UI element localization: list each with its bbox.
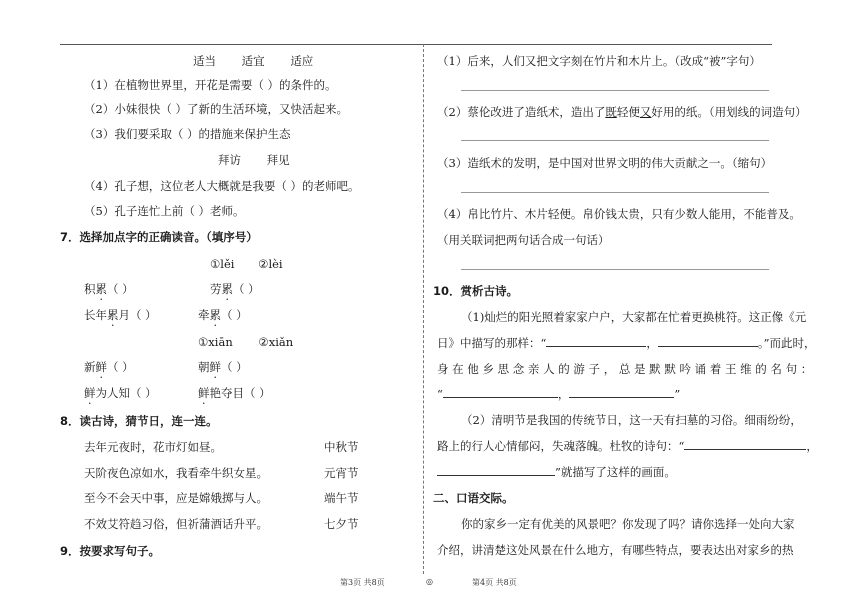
lei-item: 劳累（ ） — [210, 282, 260, 296]
answer-line — [461, 192, 769, 193]
answer-line — [461, 269, 769, 270]
poem-line: 不效艾符趋习俗，但祈蒲酒话升平。 — [84, 517, 268, 531]
lei-item: 积累（ ） — [84, 282, 134, 296]
festival-option: 元宵节 — [324, 466, 359, 480]
page-number-right: 第4页 共8页 — [472, 578, 517, 587]
festival-option: 七夕节 — [324, 517, 359, 531]
word-group-2: 拜访 拜见 — [218, 153, 290, 167]
sentence-4-instruction: （用关联词把两句话合成一句话） — [437, 233, 610, 247]
answer-line — [461, 140, 769, 141]
fill-question-3: （3）我们要采取（ ）的措施来保护生态 — [84, 127, 291, 141]
pinyin-lei-options: ①lěi ②lèi — [210, 257, 283, 271]
oral-prompt-2: 介绍，讲清楚这处风景在什么地方，有哪些特点，要表达出对家乡的热 — [437, 543, 794, 557]
sentence-3: （3）造纸术的发明，是中国对世界文明的伟大贡献之一。（缩句） — [437, 156, 773, 170]
poem-appreciation-2a: （2）清明节是我国的传统节日，这一天有扫墓的习俗。细雨纷纷， — [461, 413, 802, 427]
lei-item: 牵累（ ） — [198, 308, 248, 322]
fill-question-5: （5）孔子连忙上前（ ）老师。 — [84, 204, 245, 218]
poem-appreciation-2b: 路上的行人心情郁闷，失魂落魄。杜牧的诗句：“ ， — [437, 439, 818, 453]
festival-option: 中秋节 — [324, 440, 359, 454]
poem-appreciation-1a: （1)灿烂的阳光照着家家户户，大家都在忙着更换桃符。这正像《元 — [461, 310, 807, 324]
fill-question-2: （2）小妹很快（ ）了新的生活环境，又快活起来。 — [84, 102, 348, 116]
section-2-title: 二、口语交际。 — [433, 491, 514, 505]
sentence-4: （4）帛比竹片、木片轻便。帛价钱太贵，只有少数人能用，不能普及。 — [437, 207, 801, 221]
section-10-title: 10．赏析古诗。 — [433, 284, 519, 298]
xian-item: 鲜艳夺目（ ） — [198, 386, 271, 400]
lei-item: 长年累月（ ） — [84, 308, 157, 322]
answer-line — [461, 90, 769, 91]
poem-line: 天阶夜色凉如水，我看牵牛织女星。 — [84, 466, 268, 480]
fill-question-4: （4）孔子想，这位老人大概就是我要（ ）的老师吧。 — [84, 179, 360, 193]
festival-option: 端午节 — [324, 491, 359, 505]
xian-item: 新鲜（ ） — [84, 360, 134, 374]
oral-prompt-1: 你的家乡一定有优美的风景吧？你发现了吗？请你选择一处向大家 — [461, 517, 795, 531]
page-number-left: 第3页 共8页 — [340, 578, 385, 587]
poem-line: 去年元夜时，花市灯如昼。 — [84, 440, 222, 454]
section-9-title: 9．按要求写句子。 — [60, 544, 161, 558]
section-7-title: 7．选择加点字的正确读音。（填序号） — [60, 230, 258, 244]
fill-question-1: （1）在植物世界里，开花是需要（ ）的条件的。 — [84, 78, 337, 92]
poem-line: 至今不会天中事，应是嫦娥掷与人。 — [84, 491, 268, 505]
sentence-2: （2）蔡伦改进了造纸术，造出了既轻便又好用的纸。（用划线的词造句） — [437, 105, 807, 119]
column-divider — [423, 44, 424, 574]
sentence-1: （1）后来，人们又把文字刻在竹片和木片上。（改成“被”字句） — [437, 54, 761, 68]
xian-item: 朝鲜（ ） — [198, 360, 248, 374]
poem-appreciation-1d: “ ， ” — [437, 387, 681, 401]
section-8-title: 8．读古诗，猜节日，连一连。 — [60, 414, 218, 428]
poem-appreciation-2c: ”就描写了这样的画面。 — [437, 464, 676, 480]
header-rule — [60, 44, 772, 45]
xian-item: 鲜为人知（ ） — [84, 386, 157, 400]
pinyin-xian-options: ①xiān ②xiǎn — [198, 335, 294, 349]
word-group-1: 适当 适宜 适应 — [193, 54, 314, 68]
poem-appreciation-1b: 日》中描写的那样：“ ， 。”而此时， — [437, 336, 816, 350]
binding-mark: ◎ — [426, 577, 433, 586]
poem-appreciation-1c: 身 在 他 乡 思 念 亲 人 的 游 子 ， 总 是 默 默 吟 诵 着 王 维 的 名 句 ： — [437, 362, 813, 376]
